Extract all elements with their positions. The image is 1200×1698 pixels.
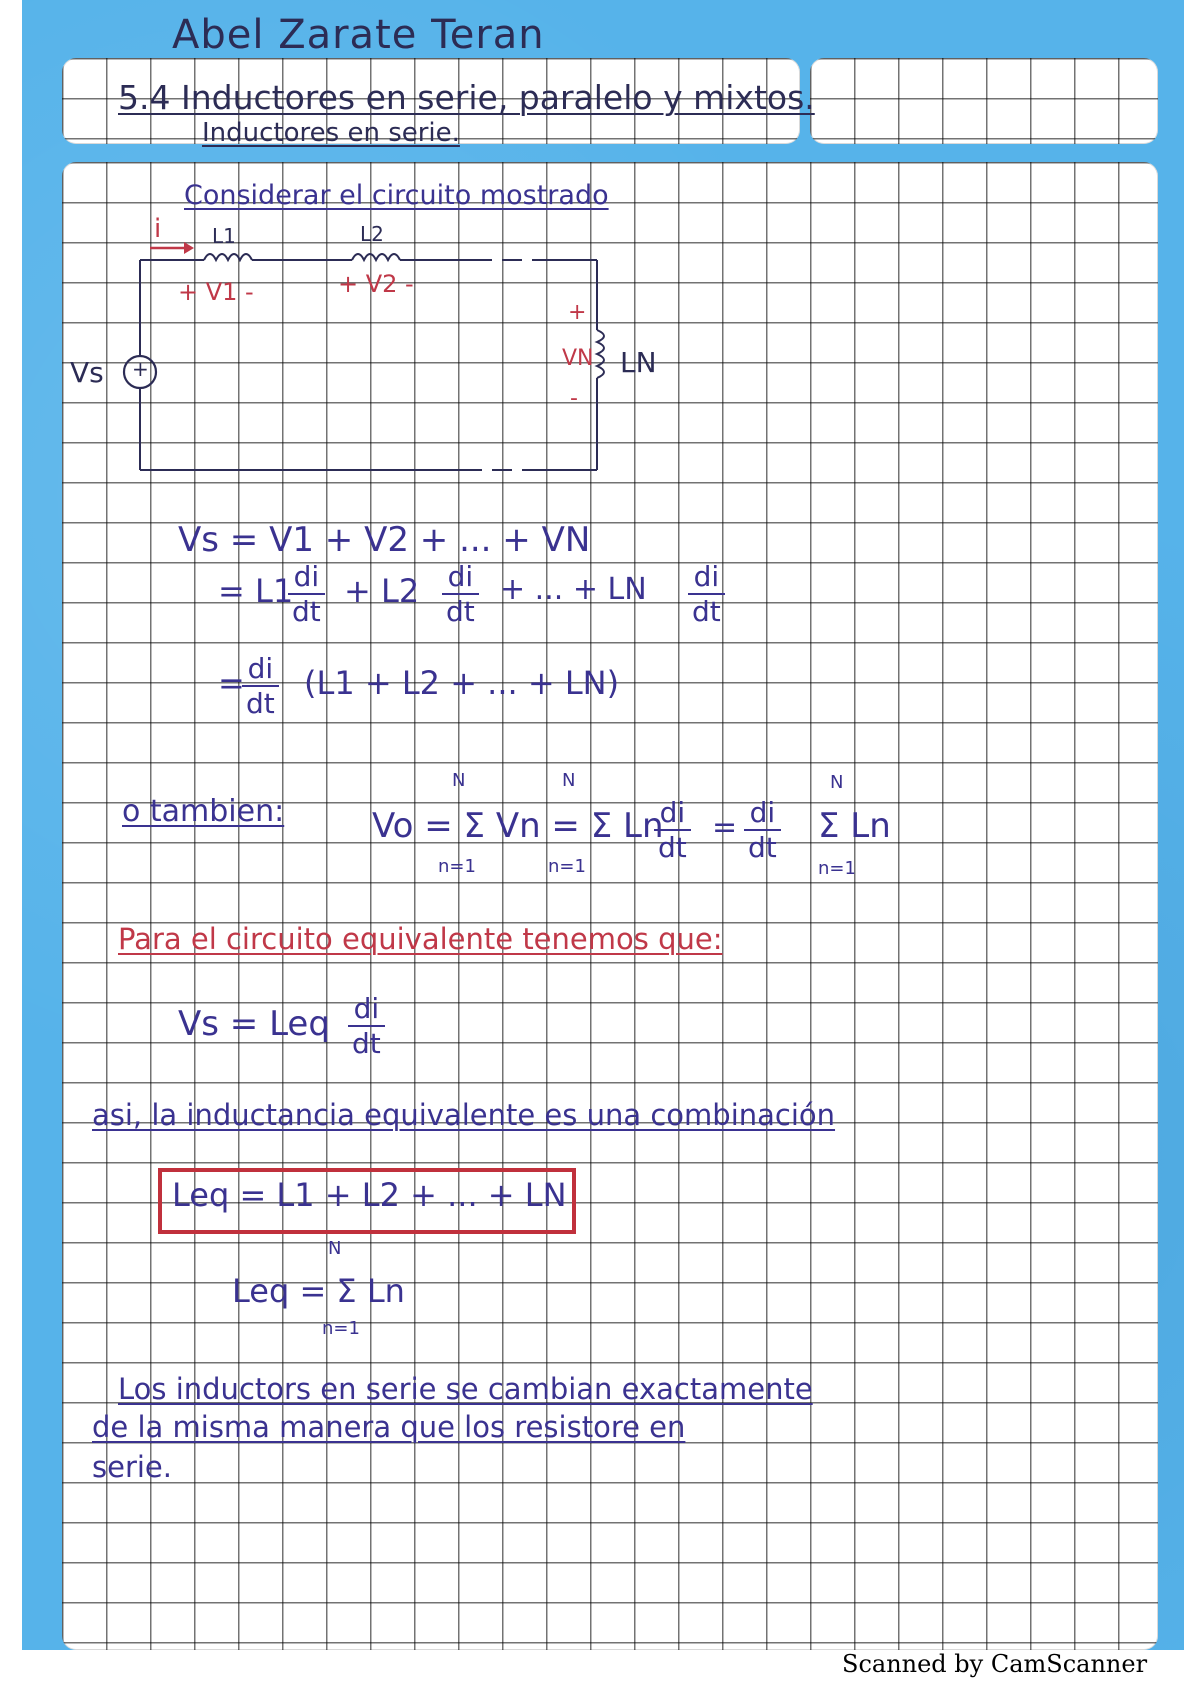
sum-bottom-2: n=1 [548, 856, 586, 877]
equation-2-start: = L1 [218, 572, 294, 610]
fraction-di-dt-6 [744, 796, 781, 864]
v2-label: + V2 - [338, 270, 414, 298]
sum-result: Leq = Σ Ln [232, 1272, 405, 1310]
circuit-intro: Considerar el circuito mostrado [184, 180, 609, 211]
fraction-numerator: di [688, 560, 725, 595]
fraction-di-dt-4 [242, 652, 279, 720]
fraction-numerator: di [348, 992, 385, 1027]
equation-3-sum: (L1 + L2 + ... + LN) [304, 664, 620, 702]
equivalent-circuit-text: Para el circuito equivalente tenemos que: [118, 922, 723, 956]
fraction-di-dt-5 [654, 796, 691, 864]
fraction-numerator: di [744, 796, 781, 831]
fraction-denominator: dt [692, 595, 721, 628]
fraction-numerator: di [442, 560, 479, 595]
equation-3-equals: = [218, 664, 245, 702]
fraction-denominator: dt [292, 595, 321, 628]
sum-equals: = [712, 810, 738, 845]
fraction-di-dt-2 [442, 560, 479, 628]
fraction-denominator: dt [352, 1027, 381, 1060]
fraction-numerator: di [288, 560, 325, 595]
author-name: Abel Zarate Teran [172, 12, 545, 58]
sum-top-n-1: N [452, 770, 466, 791]
sum-top-n-2: N [562, 770, 576, 791]
v1-label: + V1 - [178, 278, 254, 306]
conclusion-line-3: serie. [92, 1450, 172, 1484]
sum-top-n-3: N [830, 772, 844, 793]
fraction-di-dt-3 [688, 560, 725, 628]
source-plus-sign: + [132, 357, 149, 381]
current-label: i [154, 214, 162, 244]
fraction-numerator: di [242, 652, 279, 687]
equivalent-inductance-text: asi, la inductancia equivalente es una combinación [92, 1098, 836, 1132]
vn-label: VN [562, 346, 594, 371]
fraction-denominator: dt [658, 831, 687, 864]
l1-label: L1 [212, 224, 236, 248]
sum-bottom-4: n=1 [322, 1318, 360, 1339]
fraction-denominator: dt [748, 831, 777, 864]
equation-2-ln: + ... + LN [500, 572, 647, 607]
fraction-numerator: di [654, 796, 691, 831]
vn-plus-sign: + [568, 300, 587, 325]
equation-kvl: Vs = V1 + V2 + ... + VN [178, 520, 591, 560]
notebook-page [22, 0, 1184, 1650]
sum-bottom-3: n=1 [818, 858, 856, 879]
fraction-di-dt-7 [348, 992, 385, 1060]
equation-2-l2: + L2 [344, 572, 420, 610]
conclusion-line-2: de la misma manera que los resistore en [92, 1410, 686, 1444]
equivalent-equation: Vs = Leq [178, 1004, 330, 1044]
conclusion-line-1: Los inductors en serie se cambian exactamente [118, 1372, 813, 1406]
sum-equation: Vo = Σ Vn = Σ Ln [372, 806, 664, 846]
sum-top-n-4: N [328, 1238, 342, 1259]
fraction-denominator: dt [446, 595, 475, 628]
ln-label: LN [620, 346, 657, 379]
vn-minus-sign: - [570, 386, 578, 411]
fraction-di-dt-1 [288, 560, 325, 628]
vs-label: Vs [70, 356, 104, 389]
l2-label: L2 [360, 222, 384, 246]
series-inductor-circuit [22, 0, 1184, 520]
section-subtitle: Inductores en serie. [202, 118, 460, 148]
sum-bottom-1: n=1 [438, 856, 476, 877]
tambien-label: o tambien: [122, 794, 285, 829]
fraction-denominator: dt [246, 687, 275, 720]
sum-equation-end: Σ Ln [818, 806, 891, 846]
result-equation: Leq = L1 + L2 + ... + LN [172, 1176, 567, 1214]
scanner-watermark: Scanned by CamScanner [842, 1650, 1148, 1678]
section-title: 5.4 Inductores en serie, paralelo y mixtos. [118, 78, 815, 117]
